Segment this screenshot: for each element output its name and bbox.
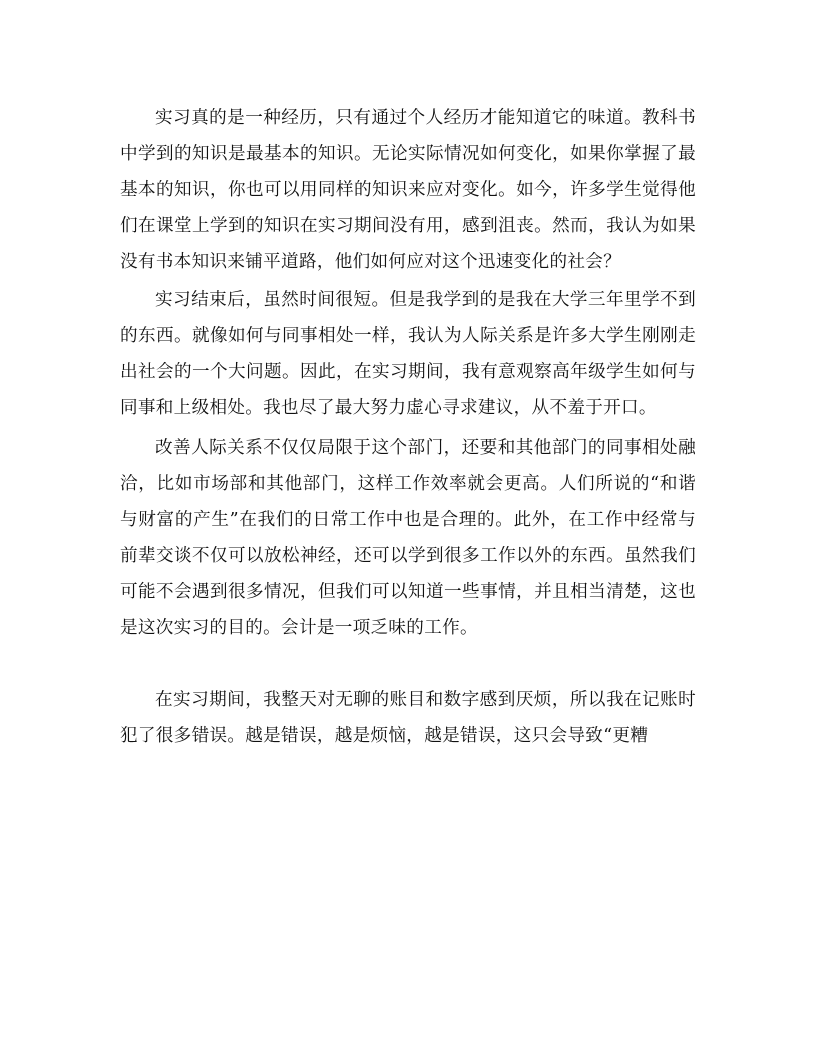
paragraph-interpersonal-relations: 改善人际关系不仅仅局限于这个部门，还要和其他部门的同事相处融洽，比如市场部和其他部门，这样工作效率就会更高。人们所说的“和谐与财富的产生”在我们的日常工作中也是合理的。此外，在工作中经常与前辈交谈不仅可以放松神经，还可以学到很多工作以外的东西。虽然我们可能不会遇到很多情况，但我们可以知道一些事情，并且相当清楚，这也是这次实习的目的。会计是一项乏味的工作。 (120, 438, 696, 638)
paragraph-after-internship: 实习结束后，虽然时间很短。但是我学到的是我在大学三年里学不到的东西。就像如何与同事相处一样，我认为人际关系是许多大学生刚刚走出社会的一个大问题。因此，在实习期间，我有意观察高年级学生如何与同事和上级相处。我也尽了最大努力虚心寻求建议，从不羞于开口。 (120, 290, 696, 418)
document-page (120, 100, 696, 754)
paragraph-internship-experience: 实习真的是一种经历，只有通过个人经历才能知道它的味道。教科书中学到的知识是最基本的知识。无论实际情况如何变化，如果你掌握了最基本的知识，你也可以用同样的知识来应对变化。如今，许多学生觉得他们在课堂上学到的知识在实习期间没有用，感到沮丧。然而，我认为如果没有书本知识来铺平道路，他们如何应对这个迅速变化的社会？ (120, 108, 696, 272)
paragraph-accounting-errors: 在实习期间，我整天对无聊的账目和数字感到厌烦，所以我在记账时犯了很多错误。越是错误，越是烦恼，越是错误，这只会导致“更糟 (120, 690, 696, 746)
